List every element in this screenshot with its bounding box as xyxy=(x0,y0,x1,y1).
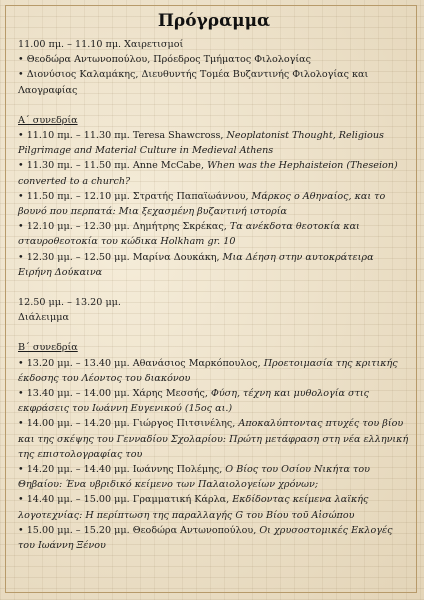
list-item: • 12.30 μμ. – 12.50 μμ. Μαρίνα Δουκάκη, Μια Δέηση στην αυτοκράτειρα Ειρήνη Δούκαινα xyxy=(18,251,374,278)
break-label: Διάλειμμα xyxy=(18,312,69,324)
list-item: • 14.40 μμ. – 15.00 μμ. Γραμματική Κάρλα, Εκδίδοντας κείμενα λαϊκής λογοτεχνίας: Η περίπτωση της παραλλαγής G του Βίου τοῦ Αἰσώπου xyxy=(18,494,369,521)
session-a-title: Α΄ συνεδρία xyxy=(18,114,78,126)
opening-time: 11.00 πμ. – 11.10 πμ. Χαιρετισμοί xyxy=(18,39,184,50)
list-item: • 14.00 μμ. – 14.20 μμ. Γιώργος Πιτσινέλης, Αποκαλύπτοντας πτυχές του βίου και της σκέψης του Γενναδίου Σχολαρίου: Πρώτη μετάφραση στη νέα ελληνική της επιστολογραφίας του xyxy=(18,418,409,460)
program-document xyxy=(18,10,410,553)
session-b-title: Β΄ συνεδρία xyxy=(18,342,78,354)
opening-block xyxy=(18,37,410,98)
break-time: 12.50 μμ. – 13.20 μμ. xyxy=(18,297,121,309)
session-a xyxy=(18,113,410,280)
list-item: • Διονύσιος Καλαμάκης, Διευθυντής Τομέα Βυζαντινής Φιλολογίας και Λαογραφίας xyxy=(18,69,369,96)
session-b xyxy=(18,340,410,553)
list-item: • 12.10 μμ. – 12.30 μμ. Δημήτρης Σκρέκας, Τα ανέκδοτα θεοτοκία και σταυροθεοτοκία του κώδικα Holkham gr. 10 xyxy=(18,221,360,248)
list-item: • 11.10 πμ. – 11.30 πμ. Teresa Shawcross, Neoplatonist Thought, Religious Pilgrimage and Material Culture in Medieval Athens xyxy=(18,130,384,157)
list-item: • Θεοδώρα Αντωνοπούλου, Πρόεδρος Τμήματος Φιλολογίας xyxy=(18,54,311,66)
page-title: Πρόγραμμα xyxy=(157,11,271,31)
list-item: • 14.20 μμ. – 14.40 μμ. Ιωάννης Πολέμης, Ο Βίος του Οσίου Νικήτα του Θηβαίου: Ένα υβριδικό κείμενο των Παλαιολογείων χρόνων; xyxy=(18,464,370,491)
list-item: • 11.30 πμ. – 11.50 πμ. Anne McCabe, When was the Hephaisteion (Theseion) converted to a church? xyxy=(18,160,398,187)
break-block xyxy=(18,295,410,325)
list-item: • 11.50 πμ. – 12.10 μμ. Στρατής Παπαϊωάννου, Μάρκος ο Αθηναίος, και το βουνό που περπατά: Μια ξεχασμένη βυζαντινή ιστορία xyxy=(18,190,386,218)
list-item: • 13.40 μμ. – 14.00 μμ. Χάρης Μεσσής, Φύση, τέχνη και μυθολογία στις εκφράσεις του Ιωάννη Ευγενικού (15ος αι.) xyxy=(18,388,370,415)
list-item: • 15.00 μμ. – 15.20 μμ. Θεοδώρα Αντωνοπούλου, Οι χρυσοστομικές Εκλογές του Ιωάννη Ξένου xyxy=(18,524,393,552)
list-item: • 13.20 μμ. – 13.40 μμ. Αθανάσιος Μαρκόπουλος, Προετοιμασία της κριτικής έκδοσης του Λέοντος του διακόνου xyxy=(18,357,398,384)
